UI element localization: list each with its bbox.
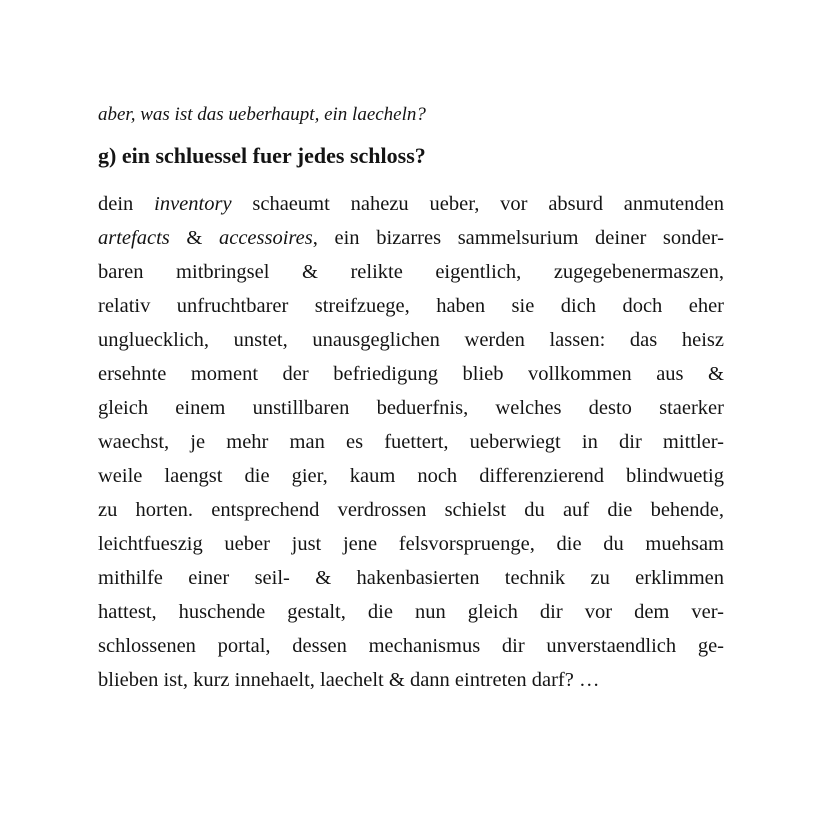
italic-term: inventory (154, 193, 232, 215)
text-line-last: blieben ist, kurz innehaelt, laechelt & dann eintreten darf? … (98, 669, 600, 691)
text-run: , ein bizarres sammelsurium deiner sonder- (312, 227, 724, 249)
text-line: waechst, je mehr man es fuettert, ueberwiegt in dir mittler- (98, 431, 724, 453)
text-line (98, 192, 724, 226)
epigraph: aber, was ist das ueberhaupt, ein laecheln? (98, 104, 426, 125)
text-line: ersehnte moment der befriedigung blieb vollkommen aus & (98, 363, 724, 385)
text-line: baren mitbringsel & relikte eigentlich, zugegebenermaszen, (98, 261, 724, 283)
text-line: zu horten. entsprechend verdrossen schielst du auf die behende, (98, 499, 724, 521)
text-line (98, 226, 724, 260)
text-line: hattest, huschende gestalt, die nun gleich dir vor dem ver- (98, 601, 724, 623)
text-run: schaeumt nahezu ueber, vor absurd anmutenden (231, 193, 724, 215)
text-line: leichtfueszig ueber just jene felsvorspruenge, die du muehsam (98, 533, 724, 555)
section-heading: g) ein schluessel fuer jedes schloss? (98, 143, 426, 168)
text-line: gleich einem unstillbaren beduerfnis, welches desto staerker (98, 397, 724, 419)
italic-term: artefacts (98, 227, 170, 249)
text-line: weile laengst die gier, kaum noch differenzierend blindwuetig (98, 465, 724, 487)
text-run: & (169, 227, 219, 249)
document-page (98, 0, 724, 820)
text-line: ungluecklich, unstet, unausgeglichen werden lassen: das heisz (98, 329, 724, 351)
text-line: relativ unfruchtbarer streifzuege, haben sie dich doch eher (98, 295, 724, 317)
text-line: schlossenen portal, dessen mechanismus dir unverstaendlich ge- (98, 635, 724, 657)
text-line: mithilfe einer seil- & hakenbasierten technik zu erklimmen (98, 567, 724, 589)
body-paragraph (98, 192, 724, 702)
text-run: dein (98, 193, 155, 215)
italic-term: accessoires (218, 227, 313, 249)
